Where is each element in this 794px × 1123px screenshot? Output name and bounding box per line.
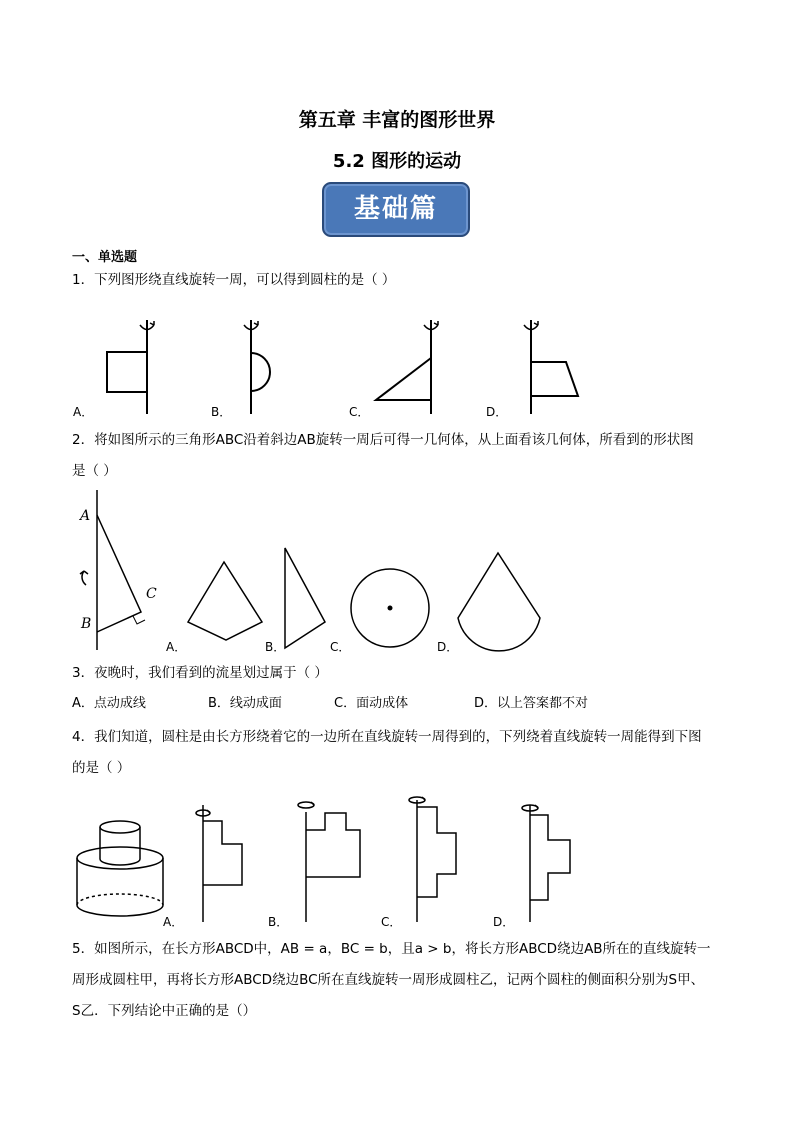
question-3-options — [72, 694, 732, 714]
q4-option-a[interactable]: A． — [163, 915, 184, 929]
question-type-heading: 一、单选题 — [72, 250, 138, 265]
section-title: 5.2 图形的运动 — [332, 151, 462, 172]
q4-option-c[interactable]: C． — [381, 915, 402, 929]
q4-option-b[interactable]: B． — [268, 915, 289, 929]
level-badge: 基础篇 — [322, 182, 470, 237]
q3-option-d[interactable]: D．以上答案都不对 — [474, 696, 589, 711]
q3-option-c[interactable]: C．面动成体 — [334, 696, 409, 711]
question-5-text-line-1: 5．如图所示，在长方形ABCD中，AB = a，BC = b，且a > b，将长方形ABCD绕边AB所在的直线旋转一 — [72, 941, 711, 957]
question-2-text-line-2: 是（ ） — [72, 463, 117, 479]
point-b-label: B — [81, 616, 92, 632]
q2-option-b[interactable]: B． — [265, 640, 286, 654]
point-a-label: A — [80, 508, 91, 524]
chapter-title: 第五章 丰富的图形世界 — [298, 109, 496, 131]
q1-option-d[interactable]: D． — [486, 405, 508, 419]
question-1-text: 1．下列图形绕直线旋转一周，可以得到圆柱的是（ ） — [72, 272, 396, 288]
question-5-text-line-3: S乙．下列结论中正确的是（） — [72, 1003, 257, 1019]
q3-option-b[interactable]: B．线动成面 — [208, 696, 282, 711]
question-4-text-line-2: 的是（ ） — [72, 760, 131, 776]
question-2-text-line-1: 2．将如图所示的三角形ABC沿着斜边AB旋转一周后可得一几何体，从上面看该几何体，所看到的形状图 — [72, 432, 694, 448]
q1-option-c[interactable]: C． — [349, 405, 370, 419]
point-c-label: C — [146, 586, 157, 602]
question-5-text-line-2: 周形成圆柱甲，再将长方形ABCD绕边BC所在直线旋转一周形成圆柱乙，记两个圆柱的侧面积分别为S甲、 — [72, 972, 705, 988]
question-3-text: 3．夜晚时，我们看到的流星划过属于（ ） — [72, 665, 328, 681]
q2-option-a[interactable]: A． — [166, 640, 187, 654]
question-4-text-line-1: 4．我们知道，圆柱是由长方形绕着它的一边所在直线旋转一周得到的，下列绕着直线旋转一周能得到下图 — [72, 729, 702, 745]
q2-option-c[interactable]: C． — [330, 640, 351, 654]
q1-option-a[interactable]: A． — [73, 405, 94, 419]
q1-option-b[interactable]: B． — [211, 405, 232, 419]
q4-option-d[interactable]: D． — [493, 915, 515, 929]
q3-option-a[interactable]: A．点动成线 — [72, 696, 146, 711]
q2-option-d[interactable]: D． — [437, 640, 459, 654]
